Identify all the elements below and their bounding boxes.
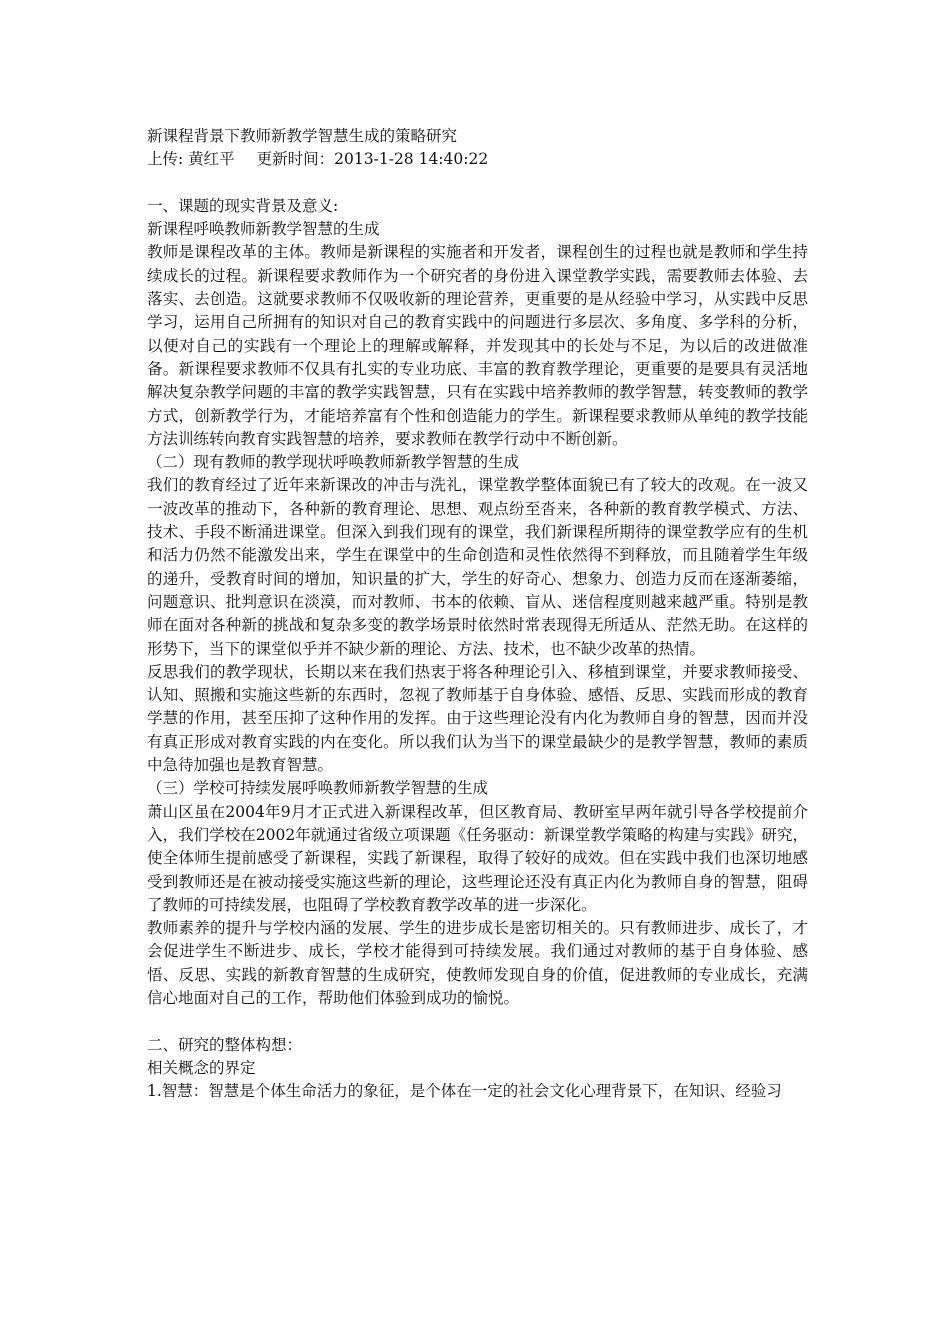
paragraph: 1.智慧：智慧是个体生命活力的象征，是个体在一定的社会文化心理背景下，在知识、经验习 — [147, 1082, 782, 1101]
document-title: 新课程背景下教师新教学智慧生成的策略研究 — [147, 127, 458, 145]
section-heading: 一、课题的现实背景及意义: — [147, 196, 339, 215]
subsection-heading: 新课程呼唤教师新教学智慧的生成 — [147, 220, 380, 239]
uploader-text: 上传: 黄红平 — [147, 150, 235, 169]
paragraph: 萧山区虽在2004年9月才正式进入新课程改革，但区教育局、教研室早两年就引导各学校提前介入，我们学校在2002年就通过省级立项课题《任务驱动：新课堂教学策略的构建与实践》研究，使全体师生提前感受了新课程，实践了新课程，取得了较好的成效。但在实践中我们也深切地感受到教师还是在被动接受实施这些新的理论，这些理论还没有真正内化为教师自身的智慧，阻碍了教师的可持续发展，也阻碍了学校教育教学改革的进一步深化。 — [147, 802, 808, 914]
spacer — [147, 1010, 808, 1033]
paragraph: 反思我们的教学现状，长期以来在我们热衷于将各种理论引入、移植到课堂，并要求教师接受、认知、照搬和实施这些新的东西时，忽视了教师基于自身体验、感悟、反思、实践而形成的教育学慧的作用，甚至压抑了这种作用的发挥。由于这些理论没有内化为教师自身的智慧，因而并没有真正形成对教育实践的内在变化。所以我们认为当下的课堂最缺少的是教学智慧，教师的素质中急待加强也是教育智慧。 — [147, 662, 808, 775]
paragraph: 教师素养的提升与学校内涵的发展、学生的进步成长是密切相关的。只有教师进步、成长了，才会促进学生不断进步、成长，学校才能得到可持续发展。我们通过对教师的基于自身体验、感悟、反思、实践的新教育智慧的生成研究，使教师发现自身的价值，促进教师的专业成长，充满信心地面对自己的工作，帮助他们体验到成功的愉悦。 — [147, 919, 808, 1007]
section-heading: 二、研究的整体构想： — [147, 1035, 303, 1054]
subsection-heading: （三）学校可持续发展呼唤教师新教学智慧的生成 — [147, 779, 489, 798]
paragraph: 教师是课程改革的主体。教师是新课程的实施者和开发者，课程创生的过程也就是教师和学生持续成长的过程。新课程要求教师作为一个研究者的身份进入课堂教学实践，需要教师去体验、去落实、去创造。这就要求教师不仅吸收新的理论营养，更重要的是从经验中学习，从实践中反思学习，运用自己所拥有的知识对自己的教育实践中的问题进行多层次、多角度、多学科的分析，以便对自己的实践有一个理论上的理解或解释，并发现其中的长处与不足，为以后的改进做准备。新课程要求教师不仅具有扎实的专业功底、丰富的教育教学理论，更重要的是要具有灵活地解决复杂教学问题的丰富的教学实践智慧，只有在实践中培养教师的教学智慧，转变教师的教学方式，创新教学行为，才能培养富有个性和创造能力的学生。新课程要求教师从单纯的教学技能方法训练转向教育实践智慧的培养，要求教师在教学行动中不断创新。 — [147, 243, 808, 448]
spacer — [147, 172, 808, 195]
subsection-heading: 相关概念的界定 — [147, 1058, 256, 1077]
document-meta — [147, 148, 808, 171]
document-page — [147, 125, 808, 1103]
subsection-heading: （二）现有教师的教学现状呼唤教师新教学智慧的生成 — [147, 453, 520, 472]
paragraph: 我们的教育经过了近年来新课改的冲击与洗礼，课堂教学整体面貌已有了较大的改观。在一波又一波改革的推动下，各种新的教育理论、思想、观点纷至沓来，各种新的教育教学模式、方法、技术、手段不断涌进课堂。但深入到我们现有的课堂，我们新课程所期待的课堂教学应有的生机和活力仍然不能激发出来，学生在课堂中的生命创造和灵性依然得不到释放，而且随着学生年级的递升，受教育时间的增加，知识量的扩大，学生的好奇心、想象力、创造力反而在逐渐萎缩，问题意识、批判意识在淡漠，而对教师、书本的依赖、盲从、迷信程度则越来越严重。特别是教师在面对各种新的挑战和复杂多变的教学场景时依然时常表现得无所适从、茫然无助。在这样的形势下，当下的课堂似乎并不缺少新的理论、方法、技术，也不缺少改革的热情。 — [147, 476, 808, 658]
updated-time-text: 更新时间：2013-1-28 14:40:22 — [256, 150, 489, 169]
